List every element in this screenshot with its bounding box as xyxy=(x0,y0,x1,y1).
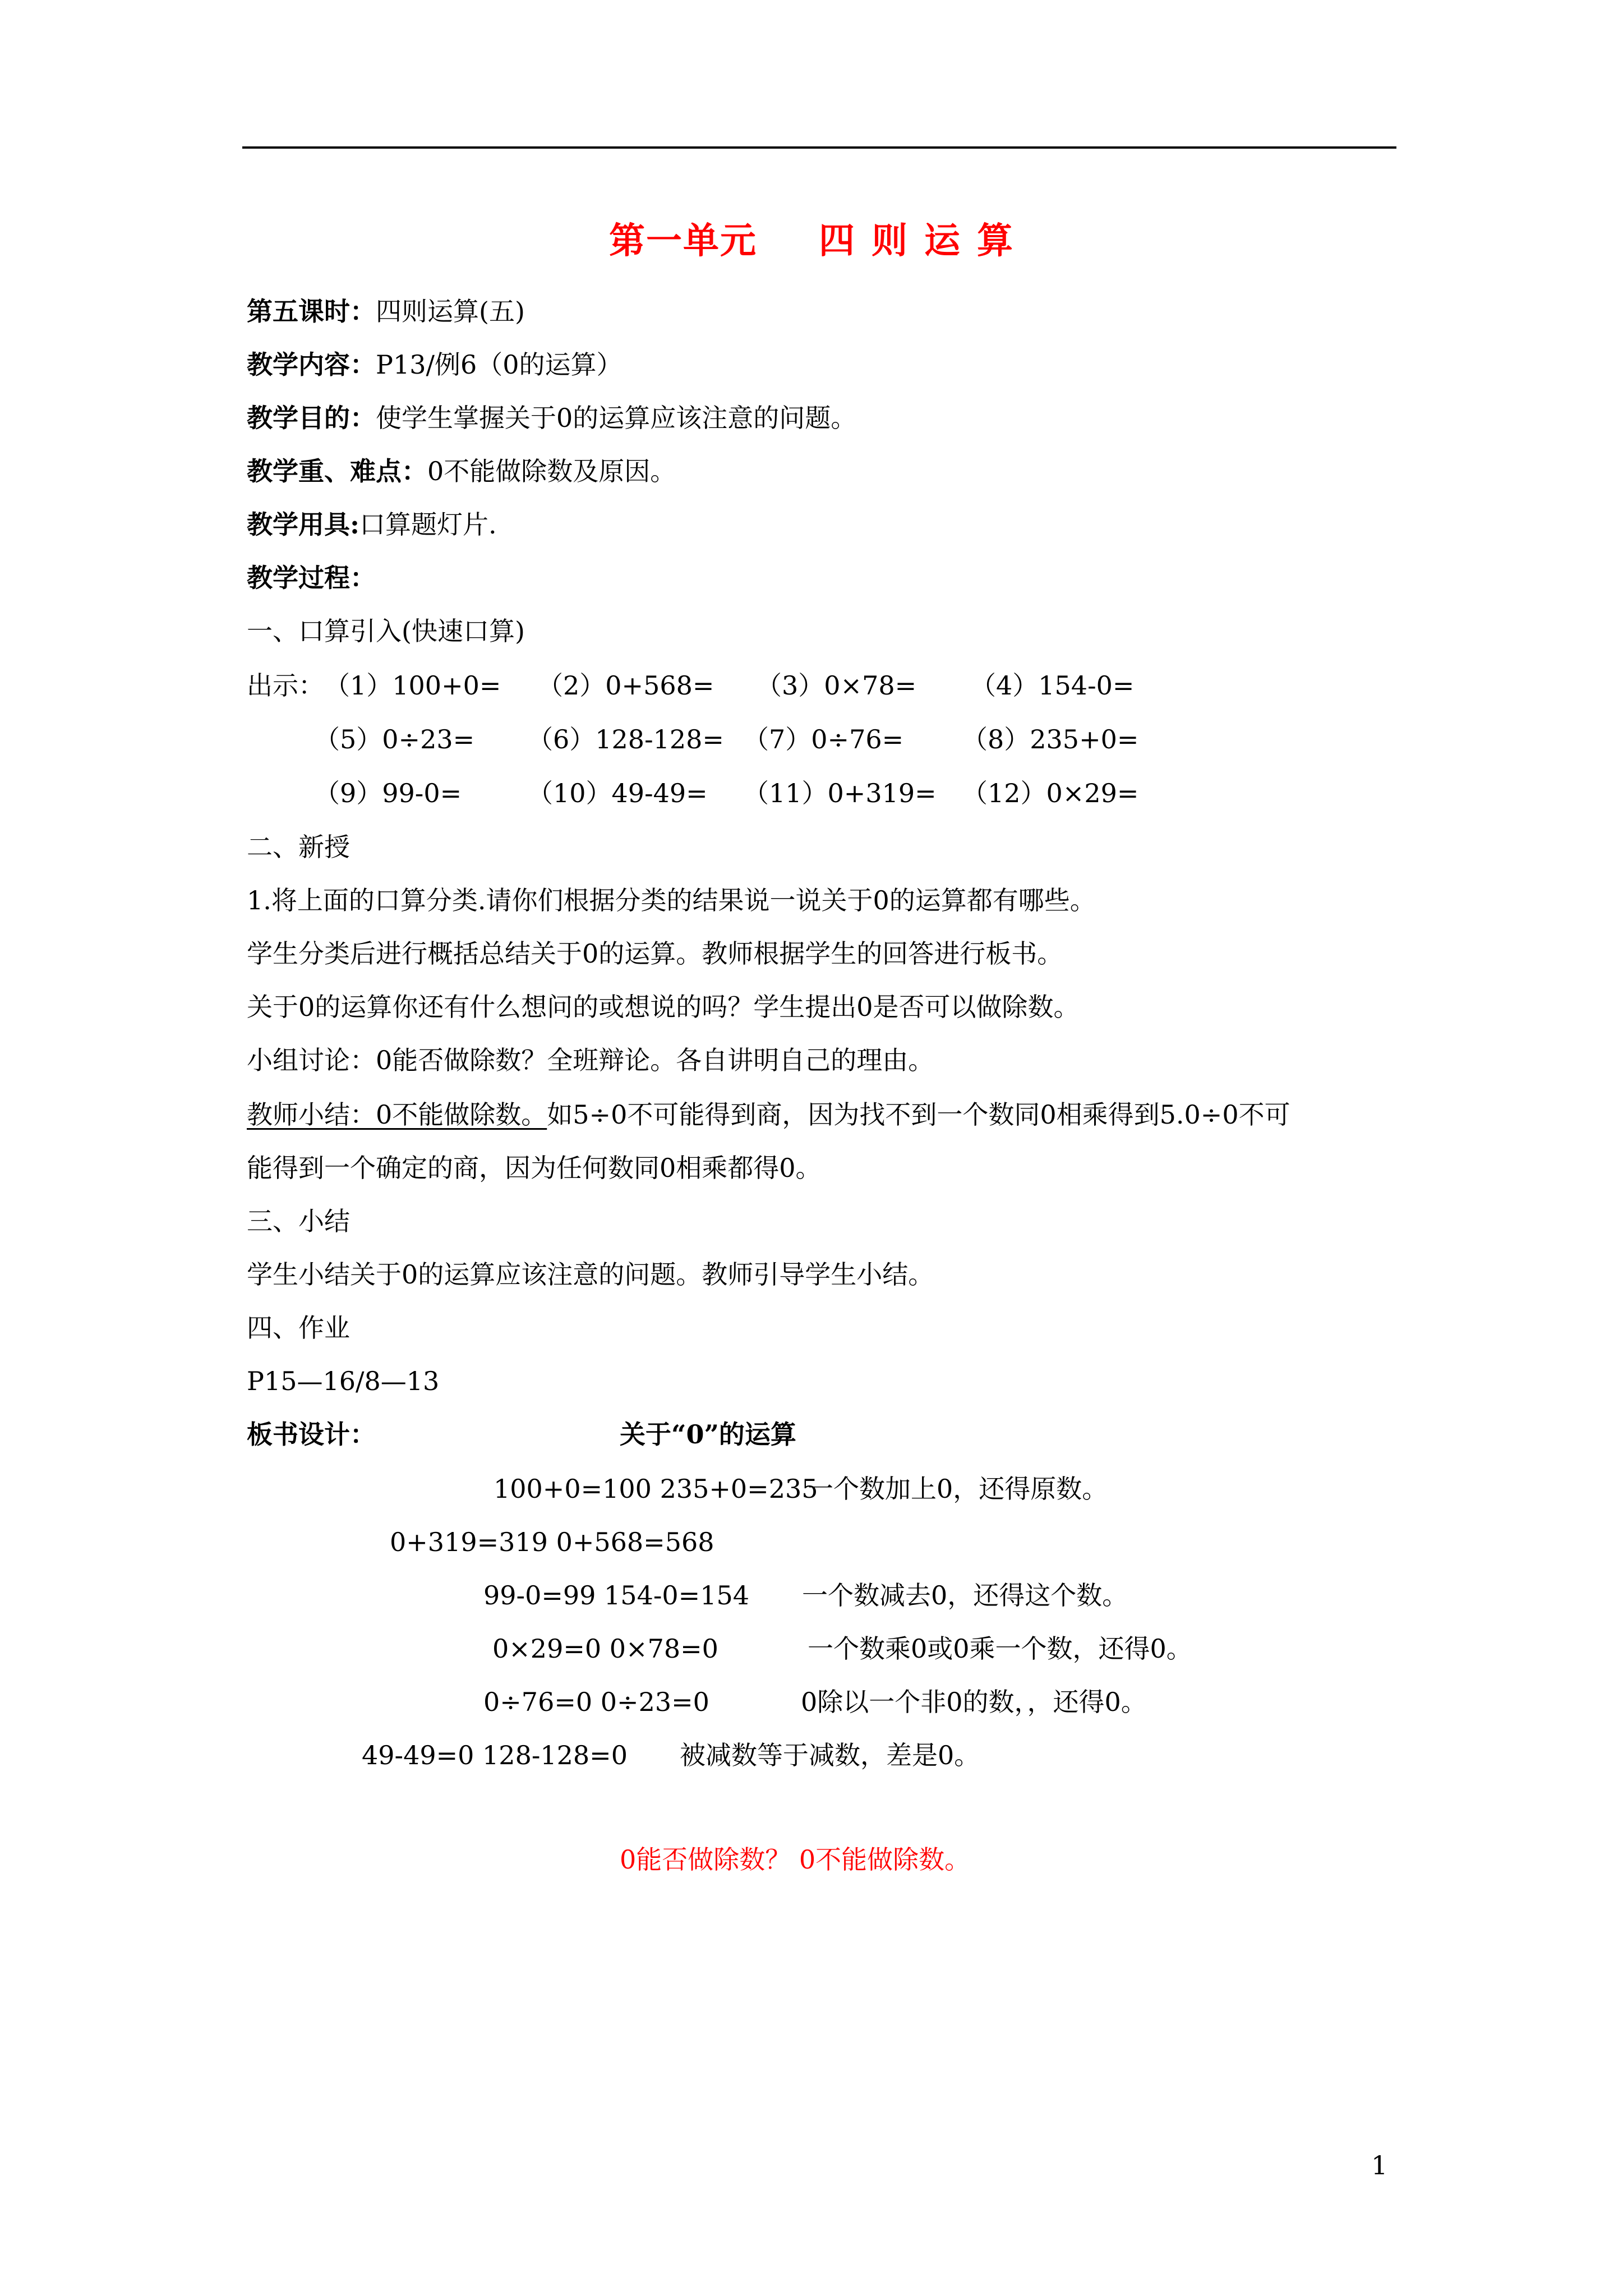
goal-line: 教学目的：使学生掌握关于0的运算应该注意的问题。 xyxy=(247,403,857,433)
board-row3-rule: 一个数减去0，还得这个数。 xyxy=(802,1580,1128,1611)
content-line: 教学内容：P13/例6（0的运算） xyxy=(247,349,623,380)
problem-10: （10）49-49= xyxy=(527,778,708,808)
board-label: 板书设计： xyxy=(247,1419,376,1450)
section2-heading: 二、新授 xyxy=(247,832,350,862)
section2-paragraph-3: 关于0的运算你还有什么想问的或想说的吗？学生提出0是否可以做除数。 xyxy=(247,992,1080,1022)
section4-heading: 四、作业 xyxy=(247,1313,350,1343)
section3-paragraph: 学生小结关于0的运算应该注意的问题。教师引导学生小结。 xyxy=(247,1259,934,1290)
board-row1-rule: 一个数加上0，还得原数。 xyxy=(808,1474,1108,1504)
board-row6-equations: 49-49=0 128-128=0 xyxy=(362,1740,628,1770)
problem-4: （4）154-0= xyxy=(970,670,1135,701)
board-title: 关于“0”的运算 xyxy=(620,1419,796,1450)
section1-heading: 一、口算引入(快速口算) xyxy=(247,616,525,646)
page-title: 第一单元 四 则 运 算 xyxy=(609,220,1014,262)
process-heading: 教学过程： xyxy=(247,563,376,593)
board-conclusion: 0能否做除数？ 0不能做除数。 xyxy=(620,1844,971,1875)
teacher-summary-underlined: 教师小结：0不能做除数。 xyxy=(247,1099,547,1130)
problem-12: （12）0×29= xyxy=(962,778,1139,808)
section2-paragraph-6: 能得到一个确定的商，因为任何数同0相乘都得0。 xyxy=(247,1153,822,1183)
board-row2-equations: 0+319=319 0+568=568 xyxy=(390,1527,714,1557)
problem-5: （5）0÷23= xyxy=(314,724,475,754)
section2-paragraph-4: 小组讨论：0能否做除数？全班辩论。各自讲明自己的理由。 xyxy=(247,1045,934,1075)
board-row6-rule: 被减数等于减数，差是0。 xyxy=(680,1740,980,1770)
show-label: 出示： xyxy=(247,670,324,701)
section2-paragraph-2: 学生分类后进行概括总结关于0的运算。教师根据学生的回答进行板书。 xyxy=(247,938,1063,969)
problem-11: （11）0+319= xyxy=(743,778,937,808)
board-row4-rule: 一个数乘0或0乘一个数，还得0。 xyxy=(808,1634,1192,1664)
problem-6: （6）128-128= xyxy=(527,724,724,754)
tools-line: 教学用具:口算题灯片. xyxy=(247,509,497,540)
lesson-line: 第五课时：四则运算(五) xyxy=(247,296,525,326)
section3-heading: 三、小结 xyxy=(247,1206,350,1236)
teacher-summary-line: 教师小结：0不能做除数。如5÷0不可能得到商，因为找不到一个数同0相乘得到5.0÷0不可 xyxy=(247,1099,1290,1130)
problem-9: （9）99-0= xyxy=(314,778,462,808)
homework-pages: P15—16/8—13 xyxy=(247,1366,440,1396)
board-row4-equations: 0×29=0 0×78=0 xyxy=(492,1634,718,1664)
key-points-line: 教学重、难点：0不能做除数及原因。 xyxy=(247,456,676,486)
page-number: 1 xyxy=(1371,2150,1388,2180)
header-rule xyxy=(242,146,1396,149)
section2-paragraph-1: 1.将上面的口算分类.请你们根据分类的结果说一说关于0的运算都有哪些。 xyxy=(247,885,1096,915)
board-row1-equations: 100+0=100 235+0=235 xyxy=(494,1474,818,1504)
problem-2: （2）0+568= xyxy=(537,670,714,701)
problem-3: （3）0×78= xyxy=(756,670,917,701)
board-row3-equations: 99-0=99 154-0=154 xyxy=(483,1580,749,1611)
board-row5-equations: 0÷76=0 0÷23=0 xyxy=(483,1687,709,1717)
problem-7: （7）0÷76= xyxy=(743,724,904,754)
problem-1: （1）100+0= xyxy=(324,670,501,701)
problem-8: （8）235+0= xyxy=(962,724,1139,754)
board-row5-rule: 0除以一个非0的数，，还得0。 xyxy=(801,1687,1147,1717)
